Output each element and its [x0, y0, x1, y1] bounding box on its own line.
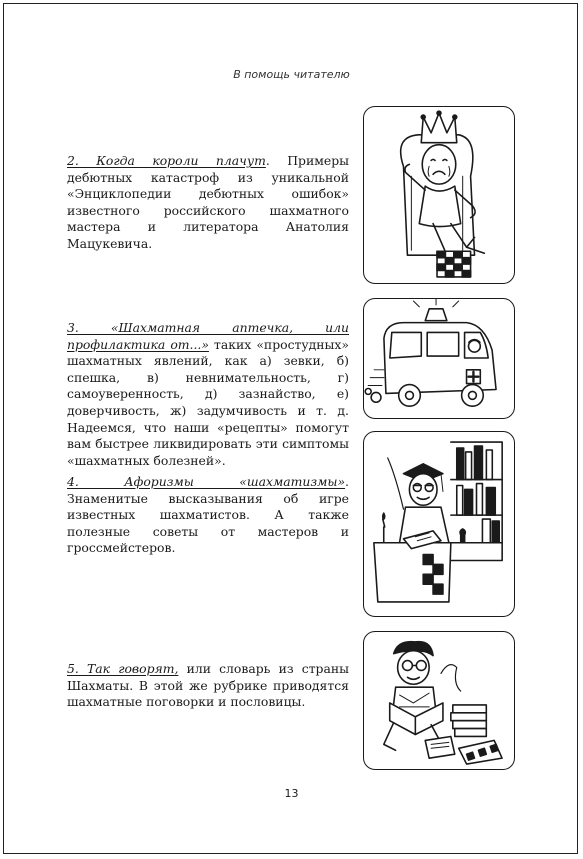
section-text: таких «простудных» шахматных явлений, как а) зевки, б) спешка, в) невнимательность, г) самоуверенность, д) зазнайство, е) доверчивость, ж) задумчивость и т. д. Надеемся, что наши «рецепты» помогут вам быстрее ликвидировать эти симптомы «шахматных болезней». [67, 336, 349, 468]
illustration-frame-2 [363, 298, 515, 419]
section-lead: 3. «Шахматная аптечка, или профилактика от...» [67, 320, 349, 352]
page-number: 13 [284, 787, 299, 800]
illustration-frame-4 [363, 631, 515, 770]
section-when-kings-cry [67, 153, 349, 253]
crying-king-on-throne-icon [364, 107, 514, 283]
section-text: или словарь из страны Шахматы. В этой же рубрике приводятся шахматные поговорки и пословицы. [67, 661, 349, 710]
illustration-frame-3 [363, 431, 515, 617]
ambulance-icon [364, 299, 514, 418]
section-lead: 4. Афоризмы «шахматизмы» [67, 474, 346, 489]
section-aphorisms [67, 474, 349, 557]
illustration-frame-1 [363, 106, 515, 284]
section-lead: 2. Когда короли плачут [67, 153, 266, 168]
section-chess-first-aid [67, 320, 349, 469]
section-sayings [67, 661, 349, 711]
section-text: . Знаменитые высказывания об игре известных шахматистов. А также полезные советы от мастеров и гроссмейстеров. [67, 474, 349, 556]
section-lead: 5. Так говорят, [67, 661, 179, 676]
scholar-at-desk-icon [364, 432, 514, 616]
boy-reading-book-icon [364, 632, 514, 769]
running-head: В помощь читателю [233, 68, 350, 81]
section-text: . Примеры дебютных катастроф из уникальной «Энциклопедии дебютных ошибок» известного российского шахматного мастера и литератора Анатолия Мацукевича. [67, 153, 350, 251]
